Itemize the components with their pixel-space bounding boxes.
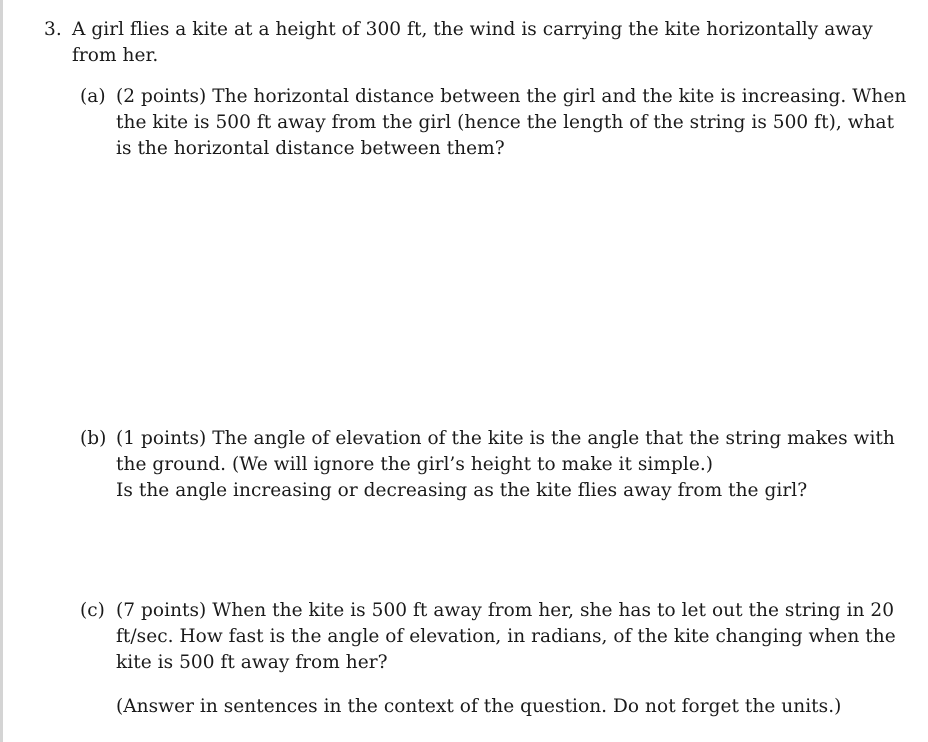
part-c-line-1: (7 points) When the kite is 500 ft away from her, she has to let out the string in 20 xyxy=(116,600,895,621)
part-c-label: (c) xyxy=(80,600,105,621)
problem-number: 3. xyxy=(44,19,62,40)
part-a-line-1: (2 points) The horizontal distance between the girl and the kite is increasing. When xyxy=(116,86,907,107)
part-b-line-3: Is the angle increasing or decreasing as the kite flies away from the girl? xyxy=(116,480,808,501)
problem-statement-line-2: from her. xyxy=(72,45,159,66)
problem-statement-line-1: A girl flies a kite at a height of 300 ft, the wind is carrying the kite horizontally away xyxy=(72,19,873,40)
part-c-line-2: ft/sec. How fast is the angle of elevation, in radians, of the kite changing when the xyxy=(116,626,896,647)
part-c-line-3: kite is 500 ft away from her? xyxy=(116,652,388,673)
part-c-note: (Answer in sentences in the context of the question. Do not forget the units.) xyxy=(116,696,842,717)
part-a-label: (a) xyxy=(80,86,106,107)
part-a-line-2: the kite is 500 ft away from the girl (hence the length of the string is 500 ft), what xyxy=(116,112,895,133)
part-b-line-1: (1 points) The angle of elevation of the kite is the angle that the string makes with xyxy=(116,428,895,449)
part-b-line-2: the ground. (We will ignore the girl’s height to make it simple.) xyxy=(116,454,714,475)
part-b-label: (b) xyxy=(80,428,107,449)
part-a-line-3: is the horizontal distance between them? xyxy=(116,138,505,159)
